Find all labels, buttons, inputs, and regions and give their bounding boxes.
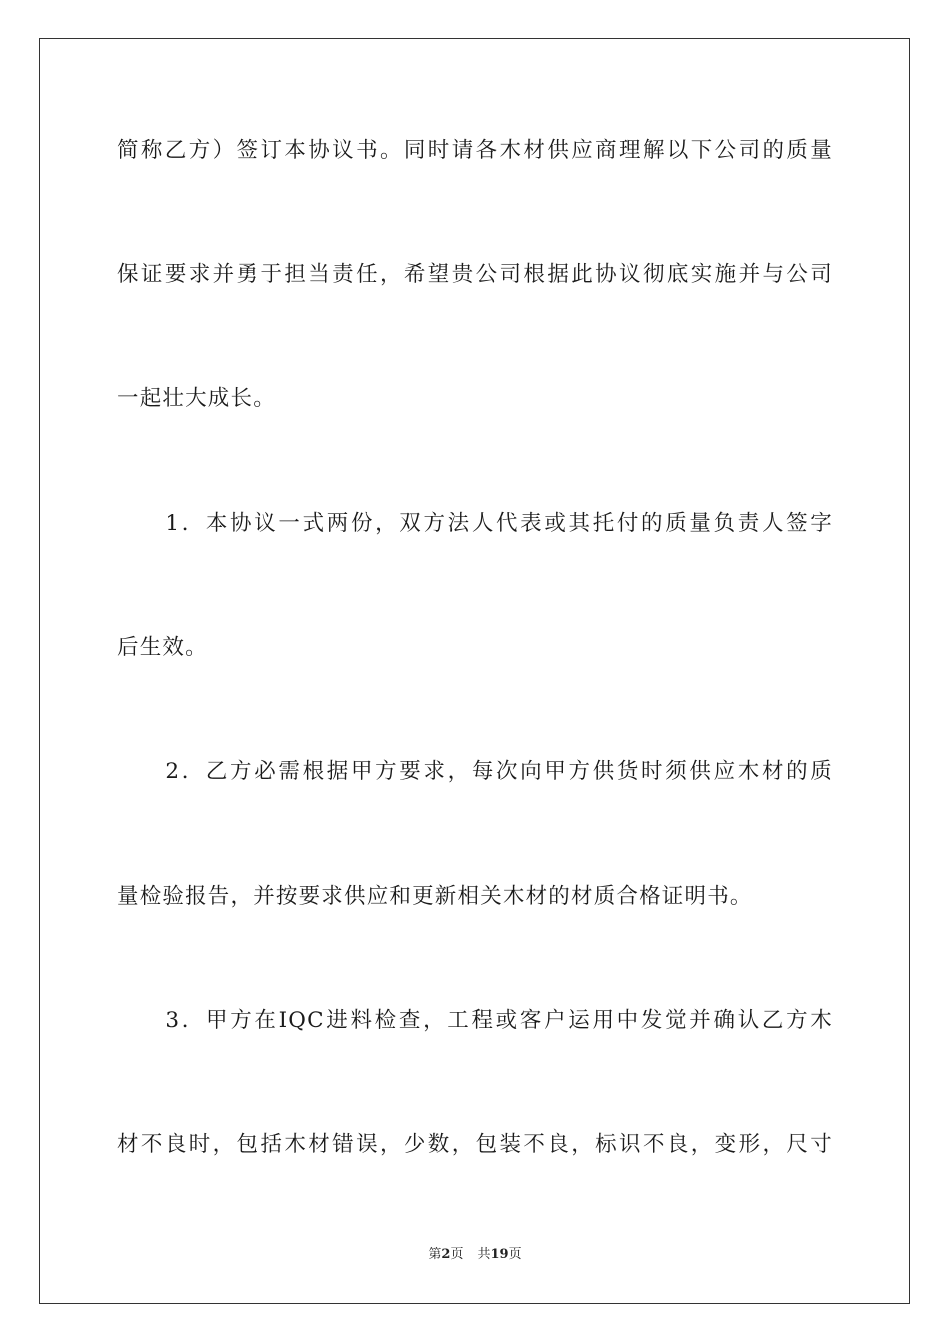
text-line-1: 简称乙方）签订本协议书。同时请各木材供应商理解以下公司的质量 bbox=[117, 138, 833, 163]
text-line-6: 2．乙方必需根据甲方要求，每次向甲方供货时须供应木材的质 bbox=[117, 759, 833, 784]
total-prefix: 共 bbox=[477, 1247, 491, 1262]
page-footer bbox=[0, 1246, 950, 1264]
text-line-7: 量检验报告，并按要求供应和更新相关木材的材质合格证明书。 bbox=[117, 884, 753, 909]
text-line-3: 一起壮大成长。 bbox=[117, 386, 276, 411]
page-suffix: 页 bbox=[450, 1247, 464, 1262]
text-line-5: 后生效。 bbox=[117, 635, 208, 660]
page-prefix: 第 bbox=[428, 1247, 442, 1262]
text-line-4: 1．本协议一式两份，双方法人代表或其托付的质量负责人签字 bbox=[117, 511, 833, 536]
page-number: 2 bbox=[441, 1247, 451, 1262]
text-line-9: 材不良时，包括木材错误，少数，包装不良，标识不良，变形，尺寸 bbox=[117, 1132, 833, 1157]
page-border bbox=[39, 38, 910, 1304]
total-suffix: 页 bbox=[508, 1247, 522, 1262]
total-pages: 19 bbox=[490, 1247, 509, 1262]
text-line-2: 保证要求并勇于担当责任，希望贵公司根据此协议彻底实施并与公司 bbox=[117, 262, 833, 287]
text-line-8: 3．甲方在IQC进料检查，工程或客户运用中发觉并确认乙方木 bbox=[117, 1008, 833, 1033]
